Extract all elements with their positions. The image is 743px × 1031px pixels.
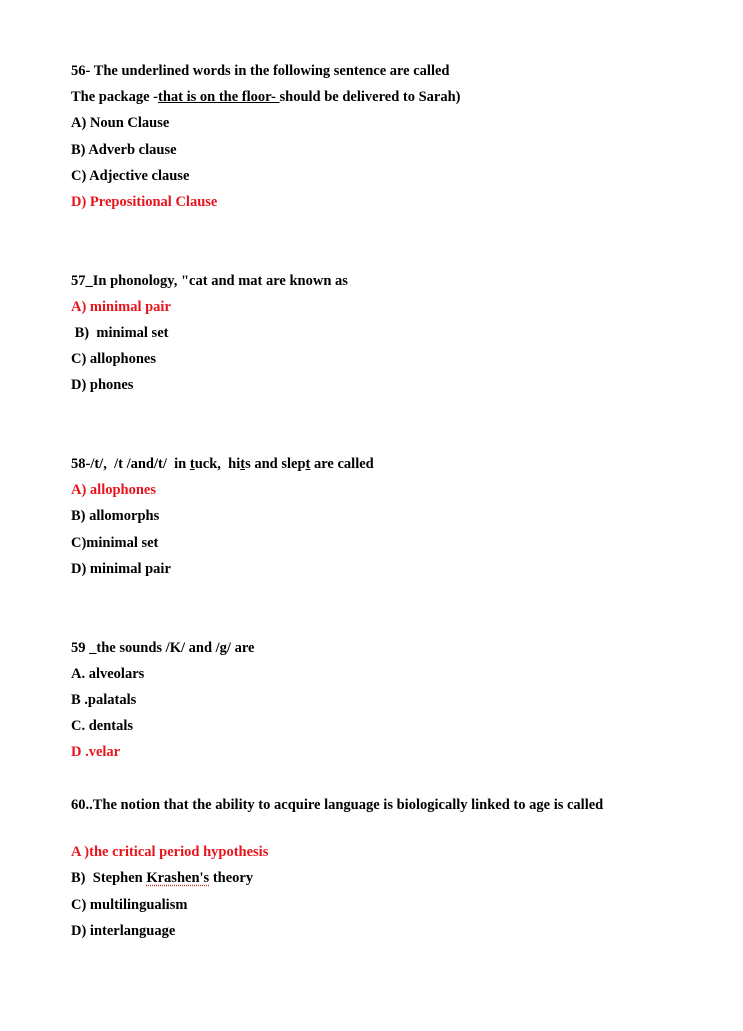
q58-prompt — [71, 455, 374, 473]
q58-option-c: C)minimal set — [71, 535, 159, 551]
q57-prompt: 57_In phonology, "cat and mat are known as — [71, 273, 348, 289]
q60-option-c: C) multilingualism — [71, 897, 188, 913]
q57-option-b: B) minimal set — [71, 325, 169, 341]
q59-option-b: B .palatals — [71, 692, 137, 708]
q58-prompt-underlined: t — [240, 456, 246, 472]
q56-prompt: 56- The underlined words in the following sentence are called — [71, 63, 450, 79]
q60-option-a-answer: A )the critical period hypothesis — [71, 844, 269, 860]
spellcheck-flagged-word: Krashen's — [146, 870, 210, 886]
q59-option-d-answer: D .velar — [71, 744, 121, 760]
q58-option-b: B) allomorphs — [71, 508, 160, 524]
q60-option-b-before: B) Stephen — [71, 870, 147, 886]
q57-option-d: D) phones — [71, 377, 134, 393]
q56-sentence-after: should be delivered to Sarah) — [279, 89, 461, 105]
q58-prompt-underlined: t — [189, 456, 195, 472]
q56-option-a: A) Noun Clause — [71, 115, 170, 131]
q60-prompt: 60..The notion that the ability to acquire language is biologically linked to age is called — [71, 797, 604, 813]
q56-option-c: C) Adjective clause — [71, 168, 190, 184]
q60-option-b-after: theory — [209, 870, 254, 886]
q58-option-d: D) minimal pair — [71, 561, 171, 577]
q57-option-c: C) allophones — [71, 351, 157, 367]
q58-prompt-underlined: t — [305, 456, 311, 472]
q56-sentence — [71, 88, 461, 106]
q60-option-d: D) interlanguage — [71, 923, 176, 939]
q57-option-a-answer: A) minimal pair — [71, 299, 171, 315]
q58-prompt-part: are called — [310, 456, 374, 472]
q59-option-a: A. alveolars — [71, 666, 145, 682]
q58-option-a-answer: A) allophones — [71, 482, 157, 498]
q58-prompt-part: uck, hi — [194, 456, 241, 472]
q56-option-d-answer: D) Prepositional Clause — [71, 194, 218, 210]
q59-prompt: 59 _the sounds /K/ and /g/ are — [71, 640, 255, 656]
q58-prompt-part: 58-/t/, /t /and/t/ in — [71, 456, 190, 472]
q60-option-b — [71, 869, 253, 887]
q56-sentence-before: The package - — [71, 89, 158, 105]
q56-option-b: B) Adverb clause — [71, 142, 177, 158]
q58-prompt-part: s and slep — [245, 456, 306, 472]
q59-option-c: C. dentals — [71, 718, 134, 734]
q56-sentence-underlined: that is on the floor- — [158, 89, 280, 105]
